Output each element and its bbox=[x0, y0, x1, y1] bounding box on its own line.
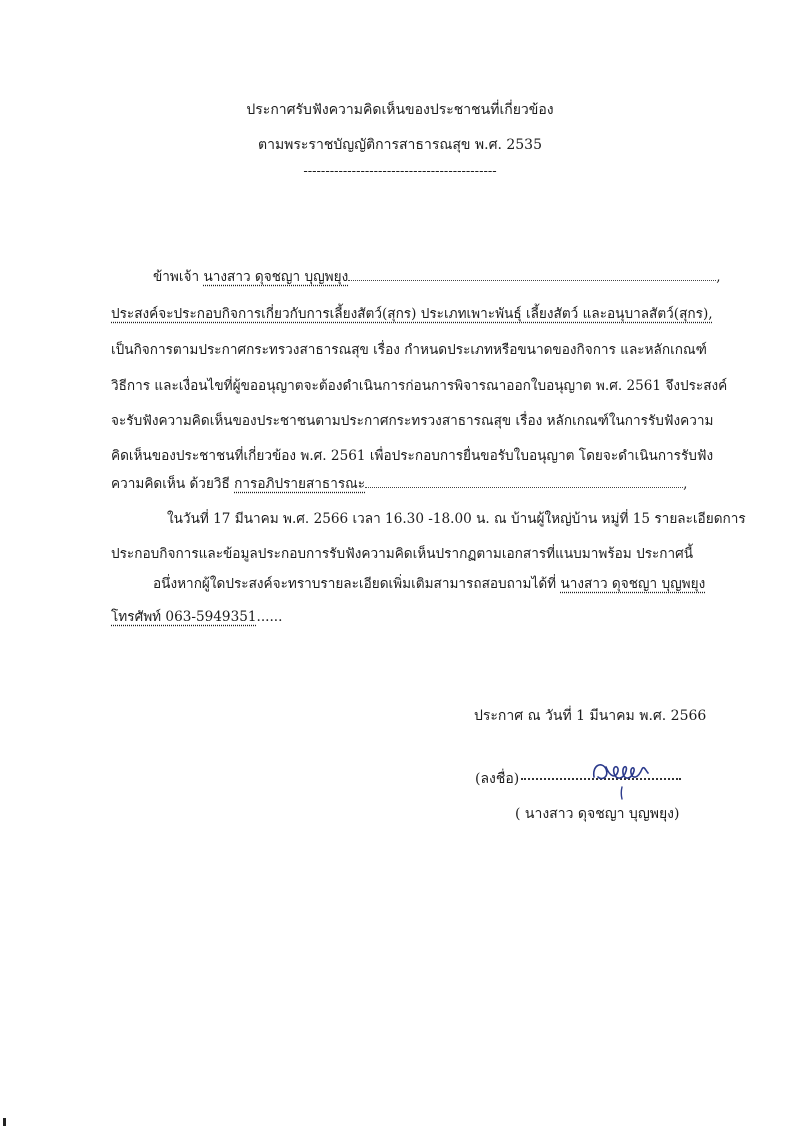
body-line-5: จะรับฟังความคิดเห็นของประชาชนตามประกาศกระทรวงสาธารณสุข เรื่อง หลักเกณฑ์ในการรับฟังความ bbox=[111, 413, 714, 429]
announce-date: ประกาศ ณ วันที่ 1 มีนาคม พ.ศ. 2566 bbox=[474, 708, 707, 724]
body-line-8: ในวันที่ 17 มีนาคม พ.ศ. 2566 เวลา 16.30 -18.00 น. ณ บ้านผู้ใหญ่บ้าน หมู่ที่ 15 รายละเอียดการ bbox=[167, 511, 746, 527]
method-prefix: ความคิดเห็น ด้วยวิธี bbox=[111, 476, 230, 492]
method-fill-dots bbox=[365, 486, 683, 488]
document-title-line1: ประกาศรับฟังความคิดเห็นของประชาชนที่เกี่ยวข้อง bbox=[246, 102, 554, 118]
body-line-6: คิดเห็นของประชาชนที่เกี่ยวข้อง พ.ศ. 2561 เพื่อประกอบการยื่นขอรับใบอนุญาต โดยจะดำเนินการรับฟัง bbox=[111, 448, 714, 464]
signer-name: ( นางสาว ดุจชญา บุญพยุง) bbox=[515, 806, 680, 822]
sign-label: (ลงชื่อ) bbox=[475, 771, 520, 787]
body-line-9: ประกอบกิจการและข้อมูลประกอบการรับฟังความคิดเห็นปรากฏตามเอกสารที่แนบมาพร้อม ประกาศนี้ bbox=[111, 546, 694, 562]
document-title-line2: ตามพระราชบัญญัติการสาธารณสุข พ.ศ. 2535 bbox=[257, 137, 542, 153]
contact-name: นางสาว ดุจชญา บุญพยุง bbox=[560, 576, 706, 592]
contact-phone: โทรศัพท์ 063-5949351 bbox=[111, 609, 257, 625]
phone-line: โทรศัพท์ 063-5949351...... bbox=[111, 609, 283, 625]
purpose-line: ประสงค์จะประกอบกิจการเกี่ยวกับการเลี้ยงสัตว์(สุกร) ประเภทเพาะพันธุ์ เลี้ยงสัตว์ และอนุบาลสัตว์(สุกร), bbox=[111, 306, 713, 322]
handwritten-signature bbox=[588, 755, 658, 803]
applicant-fill-dots bbox=[348, 279, 716, 281]
scan-speck bbox=[3, 1118, 6, 1126]
applicant-prefix: ข้าพเจ้า bbox=[153, 269, 200, 285]
applicant-line: ข้าพเจ้า นางสาว ดุจชญา บุญพยุง , bbox=[153, 269, 721, 285]
contact-line bbox=[153, 572, 705, 594]
method-value: การอภิปรายสาธารณะ bbox=[234, 476, 366, 492]
applicant-name: นางสาว ดุจชญา บุญพยุง bbox=[203, 269, 349, 285]
body-line-4: วิธีการ และเงื่อนไขที่ผู้ขออนุญาตจะต้องดำเนินการก่อนการพิจารณาออกใบอนุญาต พ.ศ. 2561 จึงประสงค์ bbox=[111, 378, 728, 394]
body-line-3: เป็นกิจการตามประกาศกระทรวงสาธารณสุข เรื่อง กำหนดประเภทหรือขนาดของกิจการ และหลักเกณฑ์ bbox=[111, 342, 707, 358]
title-separator: -------------------------------------------- bbox=[303, 164, 497, 179]
contact-prefix: อนึ่งหากผู้ใดประสงค์จะทราบรายละเอียดเพิ่มเติมสามารถสอบถามได้ที่ bbox=[153, 576, 557, 592]
method-line: ความคิดเห็น ด้วยวิธี การอภิปรายสาธารณะ , bbox=[111, 476, 688, 492]
